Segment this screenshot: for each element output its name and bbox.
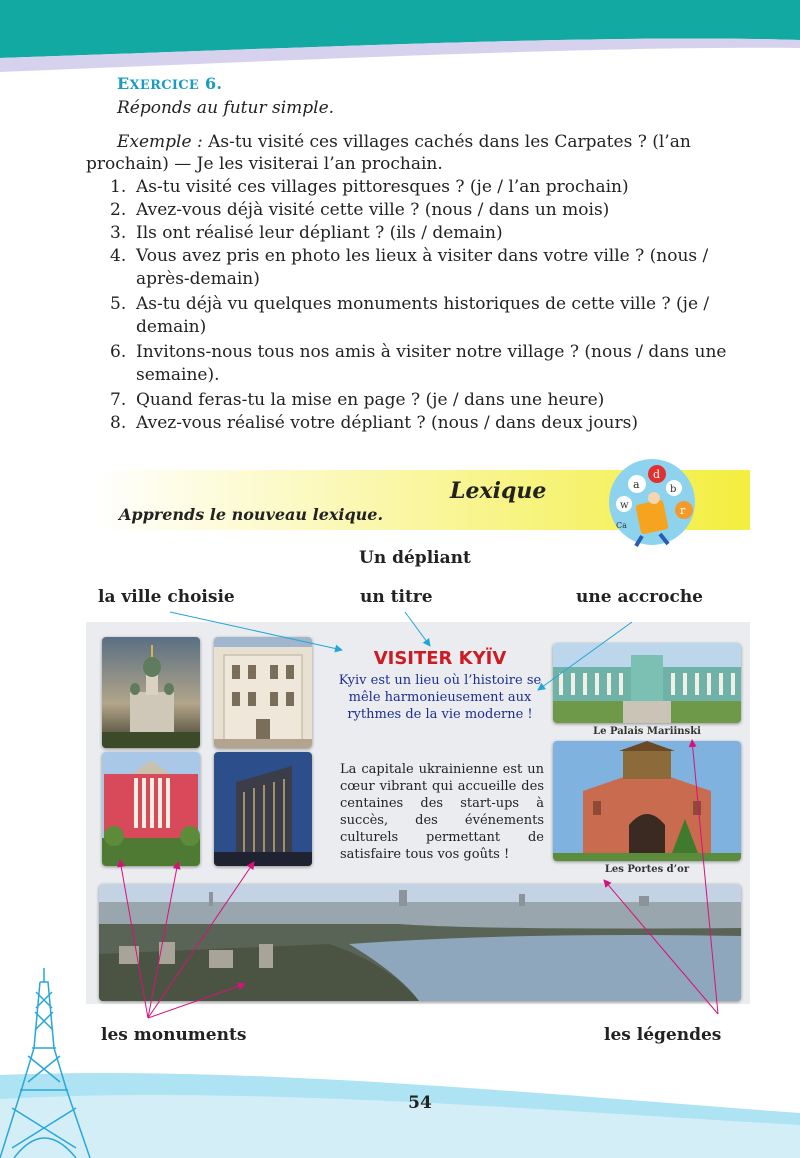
label-ville: la ville choisie bbox=[98, 587, 235, 607]
label-monuments: les monuments bbox=[101, 1025, 247, 1045]
svg-text:Ca: Ca bbox=[616, 521, 627, 530]
photo-golden-gates bbox=[553, 741, 741, 861]
top-banner bbox=[0, 0, 800, 72]
exercise-instruction: Réponds au futur simple. bbox=[117, 98, 335, 118]
exercise-item: 6. Invitons-nous tous nos amis à visiter notre village ? (nous / dans une semaine). bbox=[110, 342, 727, 385]
brochure-paragraph: La capitale ukrainienne est un cœur vibrant qui accueille des centaines des start-ups à succès, des événements culturels permettant de satisfaire tous vos goûts ! bbox=[340, 762, 544, 862]
photo-mariinsky-palace bbox=[553, 643, 741, 723]
caption-gates: Les Portes d’or bbox=[604, 864, 690, 875]
label-accroche: une accroche bbox=[576, 587, 703, 607]
lexique-title: Lexique bbox=[450, 478, 547, 504]
svg-text:d: d bbox=[653, 468, 661, 481]
lexique-subtitle: Apprends le nouveau lexique. bbox=[119, 505, 384, 524]
exercise-title: EXERCICE 6. bbox=[117, 74, 223, 93]
photo-white-building bbox=[214, 637, 312, 748]
brochure-hook: Kyiv est un lieu où l’histoire se mêle harmonieusement aux rythmes de la vie moderne ! bbox=[338, 673, 542, 722]
exercise-item: 3. Ils ont réalisé leur dépliant ? (ils / demain) bbox=[110, 223, 503, 243]
exercise-item: 5. As-tu déjà vu quelques monuments historiques de cette ville ? (je / demain) bbox=[110, 294, 710, 337]
eiffel-tower-icon bbox=[0, 968, 110, 1158]
label-legendes: les légendes bbox=[604, 1025, 722, 1045]
label-titre: un titre bbox=[360, 587, 433, 607]
exercise-item: 4. Vous avez pris en photo les lieux à visiter dans votre ville ? (nous / après-demain) bbox=[110, 246, 709, 289]
caption-palace: Le Palais Mariinski bbox=[593, 726, 701, 737]
svg-text:w: w bbox=[620, 500, 629, 511]
label-depliant: Un dépliant bbox=[359, 548, 471, 568]
exercise-item: 2. Avez-vous déjà visité cette ville ? (nous / dans un mois) bbox=[110, 200, 610, 220]
photo-cathedral bbox=[102, 637, 200, 748]
exercise-item: 7. Quand feras-tu la mise en page ? (je / dans une heure) bbox=[110, 390, 605, 410]
page-number: 54 bbox=[408, 1093, 432, 1113]
svg-text:a: a bbox=[633, 478, 640, 491]
juggling-letters-icon bbox=[602, 458, 702, 550]
photo-modern-building bbox=[214, 752, 312, 866]
photo-kyiv-panorama bbox=[99, 884, 741, 1001]
svg-text:b: b bbox=[670, 484, 677, 495]
example-line-1: Exemple : As-tu visité ces villages cachés dans les Carpates ? (l’an bbox=[117, 132, 691, 152]
example-line-2: prochain) — Je les visiterai l’an prochain. bbox=[86, 154, 443, 174]
brochure-title: VISITER KYÏV bbox=[373, 648, 507, 669]
exercise-item: 8. Avez-vous réalisé votre dépliant ? (nous / dans deux jours) bbox=[110, 413, 638, 433]
svg-text:r: r bbox=[680, 504, 686, 517]
exercise-item: 1. As-tu visité ces villages pittoresques ? (je / l’an prochain) bbox=[110, 177, 629, 197]
photo-red-university bbox=[102, 752, 200, 866]
